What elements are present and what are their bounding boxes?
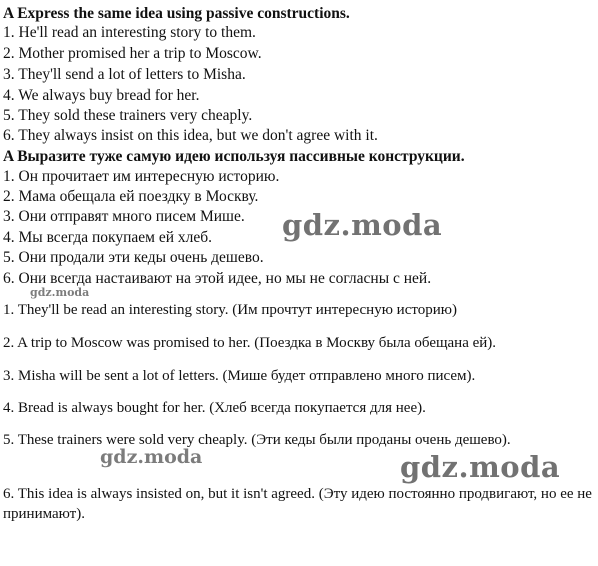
task-item-en-4: 4. We always buy bread for her. [3, 87, 200, 104]
task-item-ru-5: 5. Они продали эти кеды очень дешево. [3, 249, 264, 266]
answer-6: 6. This idea is always insisted on, but it isn't agreed. (Эту идею постоянно продвигают, но ее не принимают). [3, 486, 592, 522]
task-item-ru-4: 4. Мы всегда покупаем ей хлеб. [3, 229, 212, 246]
task-item-en-5: 5. They sold these trainers very cheaply. [3, 107, 253, 124]
task-item-ru-2: 2. Мама обещала ей поездку в Москву. [3, 188, 259, 205]
answer-5: 5. These trainers were sold very cheaply. (Эти кеды были проданы очень дешево). [3, 432, 511, 448]
task-heading-en: A Express the same idea using passive constructions. [3, 5, 350, 22]
task-item-ru-1: 1. Он прочитает им интересную историю. [3, 168, 280, 185]
answer-1: 1. They'll be read an interesting story. (Им прочтут интересную историю) [3, 302, 457, 318]
task-item-en-6: 6. They always insist on this idea, but we don't agree with it. [3, 127, 378, 144]
watermark-3: gdz.moda [100, 446, 203, 468]
answer-3: 3. Misha will be sent a lot of letters. (Мише будет отправлено много писем). [3, 368, 476, 384]
watermark-4: gdz.moda [400, 450, 561, 484]
task-item-ru-3: 3. Они отправят много писем Мише. [3, 208, 245, 225]
answer-2: 2. A trip to Moscow was promised to her. (Поездка в Москву была обещана ей). [3, 335, 497, 351]
task-item-en-2: 2. Mother promised her a trip to Moscow. [3, 45, 262, 62]
task-item-en-3: 3. They'll send a lot of letters to Misha. [3, 66, 246, 83]
answer-4: 4. Bread is always bought for her. (Хлеб всегда покупается для нее). [3, 400, 426, 416]
watermark-1: gdz.moda [282, 208, 443, 242]
watermark-2: gdz.moda [30, 286, 90, 299]
task-item-ru-6: 6. Они всегда настаивают на этой идее, но мы не согласны с ней. [3, 270, 432, 287]
task-heading-ru: A Выразите туже самую идею используя пассивные конструкции. [3, 148, 465, 165]
task-item-en-1: 1. He'll read an interesting story to them. [3, 24, 256, 41]
